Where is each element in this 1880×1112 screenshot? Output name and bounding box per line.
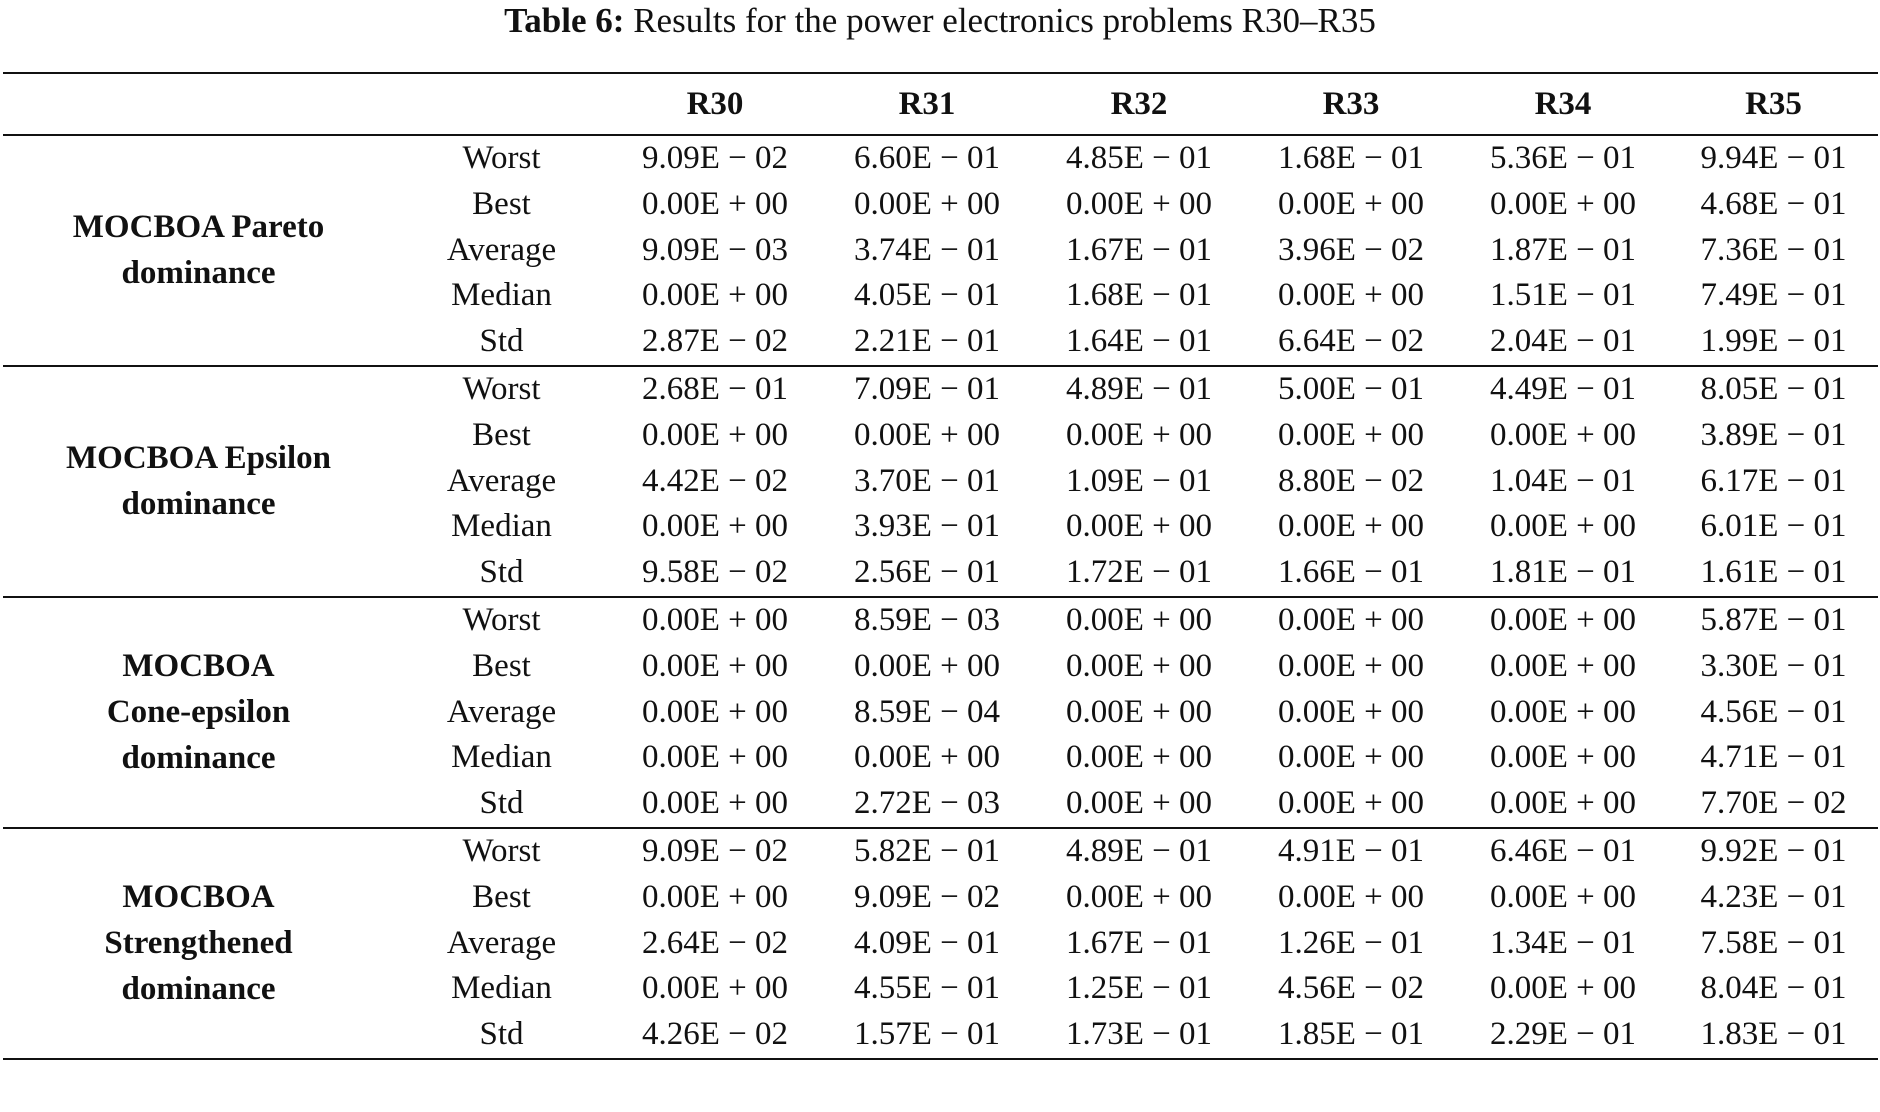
value-cell: 2.72E − 03 [821,781,1033,828]
value-cell: 8.04E − 01 [1700,970,1847,1007]
value-cell: 6.64E − 02 [1245,319,1457,366]
column-header: R33 [1245,73,1457,135]
value-cell: 1.87E − 01 [1489,231,1637,268]
value-cell: 7.70E − 02 [1669,781,1878,828]
value-cell: 0.00E + 00 [641,185,789,222]
value-cell: 0.00E + 00 [1489,508,1637,545]
value-cell: 0.00E + 00 [1277,878,1425,915]
value-cell: 9.09E − 03 [641,231,789,268]
value-cell: 0.00E + 00 [1489,739,1637,776]
value-cell: 1.67E − 01 [1065,924,1213,961]
value-cell: 2.64E − 02 [641,924,789,961]
value-cell: 1.25E − 01 [1065,970,1213,1007]
value-cell: 0.00E + 00 [641,277,789,314]
value-cell: 4.26E − 02 [641,1016,789,1053]
stat-label: Best [472,647,531,684]
value-cell: 3.30E − 01 [1700,647,1847,684]
header-row [3,73,1878,135]
value-cell: 4.91E − 01 [1277,832,1425,869]
value-cell: 5.00E − 01 [1277,370,1425,407]
value-cell: 1.72E − 01 [1033,550,1245,597]
value-cell: 0.00E + 00 [641,970,789,1007]
value-cell: 4.49E − 01 [1489,370,1637,407]
column-header: R30 [609,73,821,135]
value-cell: 1.09E − 01 [1065,462,1213,499]
value-cell: 0.00E + 00 [1277,647,1425,684]
value-cell: 0.00E + 00 [641,601,789,638]
method-name-line: dominance [121,486,276,523]
value-cell: 8.59E − 03 [853,601,1001,638]
value-cell: 1.26E − 01 [1277,924,1425,961]
value-cell: 4.56E − 01 [1700,693,1847,730]
table-caption [0,0,1880,44]
value-cell: 0.00E + 00 [1065,739,1213,776]
stat-label: Average [446,693,557,730]
value-cell: 9.92E − 01 [1700,832,1847,869]
value-cell: 0.00E + 00 [1065,416,1213,453]
stat-label: Median [451,508,552,545]
value-cell: 0.00E + 00 [641,416,789,453]
value-cell: 1.64E − 01 [1033,319,1245,366]
stat-label: Std [479,1016,524,1053]
value-cell: 1.04E − 01 [1489,462,1637,499]
value-cell: 5.87E − 01 [1700,601,1847,638]
value-cell: 9.94E − 01 [1700,140,1847,176]
method-name [3,828,394,1059]
value-cell: 1.34E − 01 [1489,924,1637,961]
value-cell: 4.89E − 01 [1065,370,1213,407]
value-cell: 0.00E + 00 [1277,739,1425,776]
value-cell: 2.21E − 01 [821,319,1033,366]
value-cell: 1.67E − 01 [1065,231,1213,268]
stat-label: Worst [462,370,541,407]
value-cell: 0.00E + 00 [1277,601,1425,638]
value-cell: 7.36E − 01 [1700,231,1847,268]
column-header: R35 [1669,73,1878,135]
results-table [3,72,1878,1060]
value-cell: 0.00E + 00 [1489,601,1637,638]
value-cell: 6.01E − 01 [1700,508,1847,545]
value-cell: 6.60E − 01 [853,140,1001,176]
table-row [3,597,1878,644]
value-cell: 4.05E − 01 [853,277,1001,314]
value-cell: 4.55E − 01 [853,970,1001,1007]
value-cell: 0.00E + 00 [641,739,789,776]
value-cell: 2.87E − 02 [609,319,821,366]
value-cell: 3.93E − 01 [853,508,1001,545]
table-row [3,366,1878,413]
value-cell: 1.99E − 01 [1669,319,1878,366]
column-header: R32 [1033,73,1245,135]
value-cell: 0.00E + 00 [1277,508,1425,545]
method-name [3,366,394,597]
method-name [3,135,394,366]
value-cell: 0.00E + 00 [1277,416,1425,453]
value-cell: 4.85E − 01 [1065,140,1213,176]
stat-label: Std [394,781,609,828]
value-cell: 0.00E + 00 [1277,693,1425,730]
value-cell: 1.73E − 01 [1065,1016,1213,1053]
stat-label: Average [446,924,557,961]
value-cell: 0.00E + 00 [1277,185,1425,222]
table-body [3,135,1878,1059]
value-cell: 0.00E + 00 [853,416,1001,453]
method-name-line: Strengthened [104,925,293,962]
value-cell: 3.96E − 02 [1277,231,1425,268]
value-cell: 4.42E − 02 [641,462,789,499]
value-cell: 0.00E + 00 [641,508,789,545]
method-name-line: dominance [121,255,276,292]
value-cell: 1.68E − 01 [1065,277,1213,314]
value-cell: 8.59E − 04 [853,693,1001,730]
value-cell: 0.00E + 00 [1065,601,1213,638]
value-cell: 0.00E + 00 [1489,878,1637,915]
table-row [3,828,1878,875]
value-cell: 0.00E + 00 [641,878,789,915]
header-stat-blank [394,73,609,135]
value-cell: 0.00E + 00 [1065,693,1213,730]
column-header: R34 [1457,73,1669,135]
value-cell: 0.00E + 00 [1489,693,1637,730]
value-cell: 3.74E − 01 [853,231,1001,268]
value-cell: 1.61E − 01 [1669,550,1878,597]
method-name-line: MOCBOA Epsilon [66,440,331,477]
value-cell: 4.56E − 02 [1277,970,1425,1007]
value-cell: 0.00E + 00 [641,647,789,684]
value-cell: 2.68E − 01 [641,370,789,407]
value-cell: 0.00E + 00 [1489,185,1637,222]
stat-label: Worst [462,601,541,638]
value-cell: 0.00E + 00 [1065,878,1213,915]
method-name [3,597,394,828]
value-cell: 5.36E − 01 [1489,140,1637,176]
value-cell: 0.00E + 00 [1489,647,1637,684]
value-cell: 0.00E + 00 [1033,781,1245,828]
stat-label: Std [394,550,609,597]
value-cell: 0.00E + 00 [1277,277,1425,314]
table-row [3,135,1878,182]
value-cell: 1.68E − 01 [1277,140,1425,176]
value-cell: 1.81E − 01 [1457,550,1669,597]
stat-label: Best [472,416,531,453]
value-cell: 2.04E − 01 [1457,319,1669,366]
value-cell: 0.00E + 00 [853,185,1001,222]
stat-label: Median [451,739,552,776]
stat-label: Median [451,277,552,314]
value-cell: 4.89E − 01 [1065,832,1213,869]
value-cell: 9.58E − 02 [609,550,821,597]
value-cell: 2.29E − 01 [1489,1016,1637,1053]
value-cell: 1.57E − 01 [853,1016,1001,1053]
value-cell: 0.00E + 00 [1065,185,1213,222]
value-cell: 0.00E + 00 [853,739,1001,776]
value-cell: 1.66E − 01 [1245,550,1457,597]
method-name-line: MOCBOA [122,648,275,685]
value-cell: 4.71E − 01 [1700,739,1847,776]
value-cell: 0.00E + 00 [1489,970,1637,1007]
value-cell: 2.56E − 01 [821,550,1033,597]
value-cell: 7.49E − 01 [1700,277,1847,314]
value-cell: 1.51E − 01 [1489,277,1637,314]
value-cell: 6.17E − 01 [1700,462,1847,499]
value-cell: 0.00E + 00 [609,781,821,828]
stat-label: Std [394,319,609,366]
stat-label: Average [446,231,557,268]
value-cell: 3.70E − 01 [853,462,1001,499]
value-cell: 8.05E − 01 [1700,370,1847,407]
method-name-line: dominance [121,740,276,777]
value-cell: 6.46E − 01 [1489,832,1637,869]
value-cell: 9.09E − 02 [641,832,789,869]
value-cell: 4.09E − 01 [853,924,1001,961]
value-cell: 0.00E + 00 [1065,647,1213,684]
caption-text: Results for the power electronics problems R30–R35 [633,1,1376,40]
value-cell: 0.00E + 00 [641,693,789,730]
method-name-line: dominance [121,971,276,1008]
stat-label: Best [472,878,531,915]
value-cell: 0.00E + 00 [1457,781,1669,828]
value-cell: 4.68E − 01 [1700,185,1847,222]
header-method-blank [3,73,394,135]
method-name-line: MOCBOA Pareto [72,209,325,246]
value-cell: 0.00E + 00 [1065,508,1213,545]
stat-label: Average [446,462,557,499]
value-cell: 7.58E − 01 [1700,924,1847,961]
value-cell: 0.00E + 00 [1489,416,1637,453]
value-cell: 5.82E − 01 [853,832,1001,869]
stat-label: Worst [462,832,541,869]
value-cell: 9.09E − 02 [853,878,1001,915]
value-cell: 0.00E + 00 [853,647,1001,684]
method-name-line: MOCBOA [122,879,275,916]
value-cell: 3.89E − 01 [1700,416,1847,453]
value-cell: 4.23E − 01 [1700,878,1847,915]
stat-label: Median [451,970,552,1007]
value-cell: 7.09E − 01 [853,370,1001,407]
value-cell: 1.85E − 01 [1277,1016,1425,1053]
value-cell: 1.83E − 01 [1700,1016,1847,1053]
caption-label: Table 6: [504,1,625,40]
column-header: R31 [821,73,1033,135]
method-name-line: Cone-epsilon [106,694,291,731]
value-cell: 0.00E + 00 [1245,781,1457,828]
value-cell: 8.80E − 02 [1277,462,1425,499]
stat-label: Worst [462,140,541,176]
stat-label: Best [472,185,531,222]
value-cell: 9.09E − 02 [641,140,789,176]
